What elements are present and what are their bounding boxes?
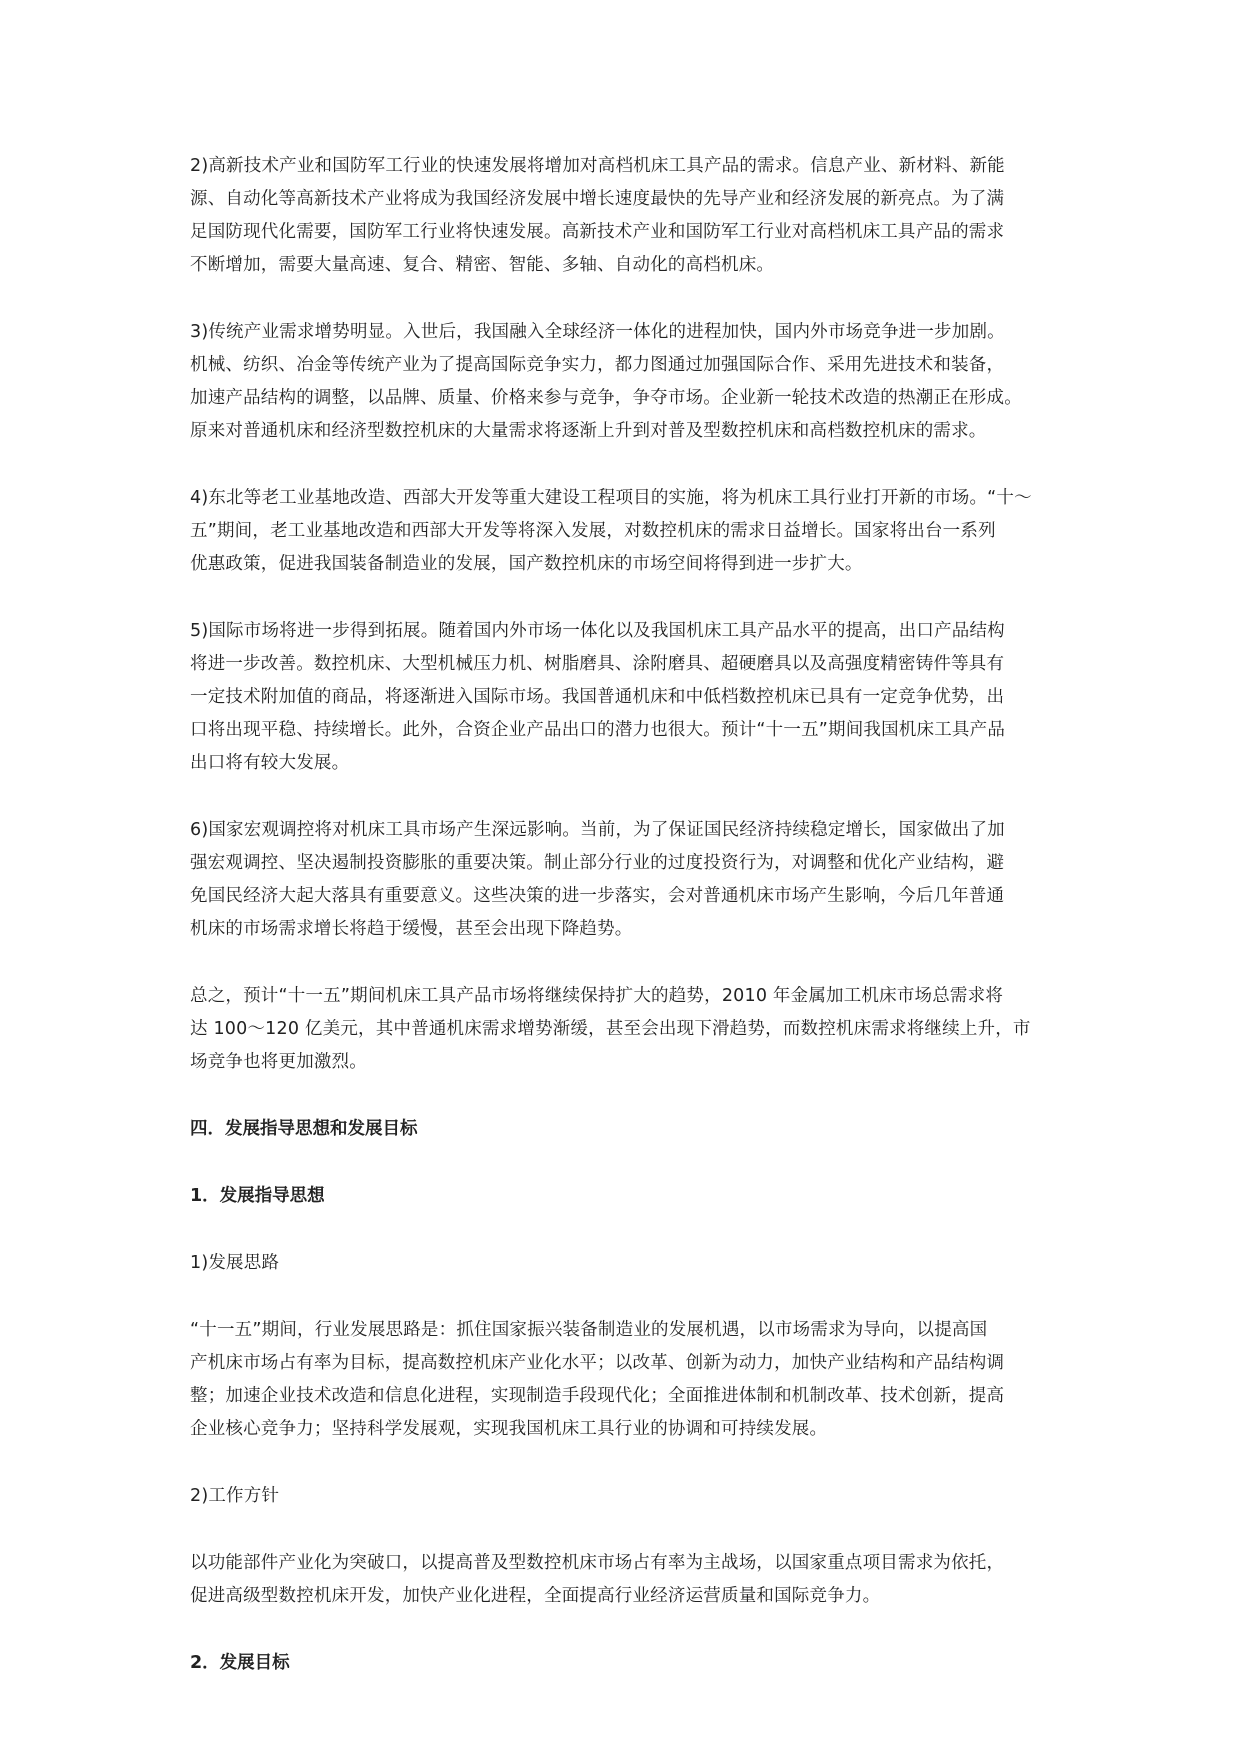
paragraph-line: 达 100～120 亿美元，其中普通机床需求增势渐缓，甚至会出现下滑趋势，而数控机床需求将继续上升，市 xyxy=(190,1019,1031,1039)
document-page xyxy=(190,150,1060,1714)
paragraph-line: 不断增加，需要大量高速、复合、精密、智能、多轴、自动化的高档机床。 xyxy=(190,255,775,275)
paragraph-line: 整；加速企业技术改造和信息化进程，实现制造手段现代化；全面推进体制和机制改革、技术创新，提高 xyxy=(190,1386,1005,1406)
paragraph-line: 5)国际市场将进一步得到拓展。随着国内外市场一体化以及我国机床工具产品水平的提高，出口产品结构 xyxy=(190,621,1005,641)
paragraph-line: 口将出现平稳、持续增长。此外，合资企业产品出口的潜力也很大。预计“十一五”期间我国机床工具产品 xyxy=(190,720,1006,740)
paragraph-line: 以功能部件产业化为突破口，以提高普及型数控机床市场占有率为主战场，以国家重点项目需求为依托， xyxy=(190,1553,1005,1573)
paragraph-line: 4)东北等老工业基地改造、西部大开发等重大建设工程项目的实施，将为机床工具行业打开新的市场。“十～ xyxy=(190,488,1032,508)
paragraph-line: 2)高新技术产业和国防军工行业的快速发展将增加对高档机床工具产品的需求。信息产业、新材料、新能 xyxy=(190,156,1005,176)
paragraph xyxy=(190,482,1060,581)
paragraph xyxy=(190,1314,1060,1446)
paragraph xyxy=(190,316,1060,448)
paragraph-line: 一定技术附加值的商品，将逐渐进入国际市场。我国普通机床和中低档数控机床已具有一定竞争优势，出 xyxy=(190,687,1005,707)
paragraph xyxy=(190,1547,1060,1613)
section-heading: 四．发展指导思想和发展目标 xyxy=(190,1119,418,1139)
paragraph-line: 足国防现代化需要，国防军工行业将快速发展。高新技术产业和国防军工行业对高档机床工具产品的需求 xyxy=(190,222,1005,242)
paragraph-line: 企业核心竞争力；坚持科学发展观，实现我国机床工具行业的协调和可持续发展。 xyxy=(190,1419,828,1439)
section-heading: 1．发展指导思想 xyxy=(190,1186,325,1206)
paragraph-line: 6)国家宏观调控将对机床工具市场产生深远影响。当前，为了保证国民经济持续稳定增长，国家做出了加 xyxy=(190,820,1005,840)
paragraph xyxy=(190,814,1060,946)
paragraph xyxy=(190,615,1060,780)
paragraph-line: 1)发展思路 xyxy=(190,1253,280,1273)
paragraph-line: 出口将有较大发展。 xyxy=(190,753,350,773)
paragraph-line: 机械、纺织、冶金等传统产业为了提高国际竞争实力，都力图通过加强国际合作、采用先进技术和装备， xyxy=(190,355,1005,375)
paragraph xyxy=(190,150,1060,282)
paragraph-line: 免国民经济大起大落具有重要意义。这些决策的进一步落实，会对普通机床市场产生影响，今后几年普通 xyxy=(190,886,1005,906)
paragraph-line: 强宏观调控、坚决遏制投资膨胀的重要决策。制止部分行业的过度投资行为，对调整和优化产业结构，避 xyxy=(190,853,1005,873)
paragraph-line: 产机床市场占有率为目标，提高数控机床产业化水平；以改革、创新为动力，加快产业结构和产品结构调 xyxy=(190,1353,1005,1373)
paragraph-line: “十一五”期间，行业发展思路是：抓住国家振兴装备制造业的发展机遇，以市场需求为导向，以提高国 xyxy=(190,1320,988,1340)
paragraph-line: 五”期间，老工业基地改造和西部大开发等将深入发展，对数控机床的需求日益增长。国家将出台一系列 xyxy=(190,521,996,541)
paragraph-line: 优惠政策，促进我国装备制造业的发展，国产数控机床的市场空间将得到进一步扩大。 xyxy=(190,554,863,574)
paragraph-line: 2)工作方针 xyxy=(190,1486,280,1506)
paragraph xyxy=(190,1480,1060,1513)
paragraph-line: 3)传统产业需求增势明显。入世后，我国融入全球经济一体化的进程加快，国内外市场竞争进一步加剧。 xyxy=(190,322,1005,342)
paragraph-line: 场竞争也将更加激烈。 xyxy=(190,1052,367,1072)
paragraph xyxy=(190,1247,1060,1280)
section-heading: 2．发展目标 xyxy=(190,1653,290,1673)
paragraph-line: 促进高级型数控机床开发，加快产业化进程，全面提高行业经济运营质量和国际竞争力。 xyxy=(190,1586,881,1606)
paragraph xyxy=(190,980,1060,1079)
paragraph-line: 总之，预计“十一五”期间机床工具产品市场将继续保持扩大的趋势，2010 年金属加工机床市场总需求将 xyxy=(190,986,1004,1006)
paragraph-line: 原来对普通机床和经济型数控机床的大量需求将逐渐上升到对普及型数控机床和高档数控机床的需求。 xyxy=(190,421,987,441)
paragraph-line: 将进一步改善。数控机床、大型机械压力机、树脂磨具、涂附磨具、超硬磨具以及高强度精密铸件等具有 xyxy=(190,654,1005,674)
paragraph-line: 源、自动化等高新技术产业将成为我国经济发展中增长速度最快的先导产业和经济发展的新亮点。为了满 xyxy=(190,189,1005,209)
paragraph-line: 加速产品结构的调整，以品牌、质量、价格来参与竞争，争夺市场。企业新一轮技术改造的热潮正在形成。 xyxy=(190,388,1022,408)
paragraph-line: 机床的市场需求增长将趋于缓慢，甚至会出现下降趋势。 xyxy=(190,919,633,939)
